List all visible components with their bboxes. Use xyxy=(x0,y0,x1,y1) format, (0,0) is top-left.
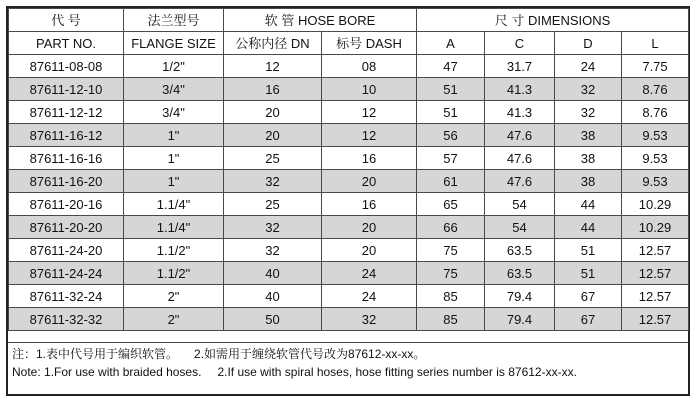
cell-dash: 16 xyxy=(322,193,417,216)
cell-d: 32 xyxy=(555,101,622,124)
header-part-en: PART NO. xyxy=(9,32,124,55)
cell-l: 7.75 xyxy=(622,55,689,78)
notes xyxy=(8,342,688,381)
cell-c: 63.5 xyxy=(485,262,555,285)
cell-dn: 50 xyxy=(224,308,322,331)
cell-d: 44 xyxy=(555,193,622,216)
cell-dash: 12 xyxy=(322,101,417,124)
cell-d: 51 xyxy=(555,262,622,285)
cell-l: 8.76 xyxy=(622,101,689,124)
table-row xyxy=(9,216,689,239)
table-body xyxy=(9,55,689,331)
table-row xyxy=(9,147,689,170)
header-flange-cn: 法兰型号 xyxy=(124,9,224,32)
cell-dn: 32 xyxy=(224,239,322,262)
cell-flange: 1.1/4" xyxy=(124,216,224,239)
table-row xyxy=(9,193,689,216)
cell-l: 12.57 xyxy=(622,262,689,285)
cell-part: 87611-12-12 xyxy=(9,101,124,124)
cell-l: 10.29 xyxy=(622,216,689,239)
cell-l: 9.53 xyxy=(622,170,689,193)
cell-part: 87611-08-08 xyxy=(9,55,124,78)
table-row xyxy=(9,308,689,331)
header-dim-l: L xyxy=(622,32,689,55)
note-cn-2: 2.如需用于缠绕软管代号改为87612-xx-xx。 xyxy=(194,347,426,361)
cell-part: 87611-32-24 xyxy=(9,285,124,308)
cell-a: 85 xyxy=(417,308,485,331)
note-line-cn xyxy=(12,345,682,363)
cell-dash: 20 xyxy=(322,239,417,262)
cell-part: 87611-16-20 xyxy=(9,170,124,193)
cell-a: 56 xyxy=(417,124,485,147)
cell-dn: 40 xyxy=(224,285,322,308)
cell-flange: 1" xyxy=(124,170,224,193)
cell-flange: 2" xyxy=(124,308,224,331)
cell-part: 87611-16-16 xyxy=(9,147,124,170)
cell-a: 75 xyxy=(417,262,485,285)
header-hose-dash: 标号 DASH xyxy=(322,32,417,55)
spec-table-frame xyxy=(6,6,690,396)
cell-c: 41.3 xyxy=(485,78,555,101)
cell-d: 67 xyxy=(555,308,622,331)
cell-part: 87611-12-10 xyxy=(9,78,124,101)
cell-dn: 20 xyxy=(224,101,322,124)
cell-part: 87611-24-20 xyxy=(9,239,124,262)
cell-c: 54 xyxy=(485,193,555,216)
cell-l: 12.57 xyxy=(622,239,689,262)
cell-dn: 32 xyxy=(224,170,322,193)
table-row xyxy=(9,239,689,262)
header-hose-dn: 公称内径 DN xyxy=(224,32,322,55)
cell-dash: 24 xyxy=(322,285,417,308)
cell-l: 12.57 xyxy=(622,285,689,308)
cell-l: 12.57 xyxy=(622,308,689,331)
cell-d: 44 xyxy=(555,216,622,239)
header-flange-en: FLANGE SIZE xyxy=(124,32,224,55)
note-cn-1: 注：1.表中代号用于编织软管。 xyxy=(12,347,179,361)
cell-a: 75 xyxy=(417,239,485,262)
table-row xyxy=(9,124,689,147)
table-row xyxy=(9,55,689,78)
cell-flange: 3/4" xyxy=(124,78,224,101)
spec-table xyxy=(8,8,689,331)
cell-flange: 1/2" xyxy=(124,55,224,78)
header-dim-d: D xyxy=(555,32,622,55)
cell-d: 51 xyxy=(555,239,622,262)
cell-c: 41.3 xyxy=(485,101,555,124)
cell-c: 54 xyxy=(485,216,555,239)
cell-a: 85 xyxy=(417,285,485,308)
cell-part: 87611-20-20 xyxy=(9,216,124,239)
cell-dn: 25 xyxy=(224,147,322,170)
cell-flange: 1.1/2" xyxy=(124,239,224,262)
header-part-cn: 代 号 xyxy=(9,9,124,32)
table-row xyxy=(9,78,689,101)
table-row xyxy=(9,285,689,308)
cell-c: 63.5 xyxy=(485,239,555,262)
cell-d: 38 xyxy=(555,147,622,170)
note-en-2: 2.If use with spiral hoses, hose fitting series number is 87612-xx-xx. xyxy=(217,365,577,379)
cell-l: 10.29 xyxy=(622,193,689,216)
cell-dash: 16 xyxy=(322,147,417,170)
cell-flange: 1" xyxy=(124,147,224,170)
cell-l: 9.53 xyxy=(622,147,689,170)
cell-dn: 20 xyxy=(224,124,322,147)
table-row xyxy=(9,101,689,124)
cell-dash: 20 xyxy=(322,216,417,239)
cell-part: 87611-16-12 xyxy=(9,124,124,147)
cell-dash: 20 xyxy=(322,170,417,193)
cell-dn: 16 xyxy=(224,78,322,101)
cell-dash: 10 xyxy=(322,78,417,101)
cell-dash: 12 xyxy=(322,124,417,147)
cell-part: 87611-32-32 xyxy=(9,308,124,331)
cell-a: 51 xyxy=(417,101,485,124)
cell-dash: 08 xyxy=(322,55,417,78)
cell-d: 32 xyxy=(555,78,622,101)
cell-dash: 32 xyxy=(322,308,417,331)
cell-l: 9.53 xyxy=(622,124,689,147)
header-hose-bore: 软 管 HOSE BORE xyxy=(224,9,417,32)
cell-c: 79.4 xyxy=(485,308,555,331)
cell-flange: 3/4" xyxy=(124,101,224,124)
cell-d: 38 xyxy=(555,170,622,193)
cell-d: 24 xyxy=(555,55,622,78)
cell-dn: 32 xyxy=(224,216,322,239)
cell-d: 38 xyxy=(555,124,622,147)
cell-a: 65 xyxy=(417,193,485,216)
table-row xyxy=(9,262,689,285)
cell-c: 47.6 xyxy=(485,147,555,170)
cell-a: 57 xyxy=(417,147,485,170)
cell-a: 47 xyxy=(417,55,485,78)
cell-a: 66 xyxy=(417,216,485,239)
note-en-1: Note: 1.For use with braided hoses. xyxy=(12,365,202,379)
cell-c: 31.7 xyxy=(485,55,555,78)
cell-dn: 12 xyxy=(224,55,322,78)
cell-dn: 40 xyxy=(224,262,322,285)
cell-flange: 2" xyxy=(124,285,224,308)
cell-flange: 1.1/2" xyxy=(124,262,224,285)
cell-c: 79.4 xyxy=(485,285,555,308)
cell-d: 67 xyxy=(555,285,622,308)
header-dim-c: C xyxy=(485,32,555,55)
cell-flange: 1" xyxy=(124,124,224,147)
cell-flange: 1.1/4" xyxy=(124,193,224,216)
header-dim-a: A xyxy=(417,32,485,55)
note-line-en xyxy=(12,363,682,381)
cell-c: 47.6 xyxy=(485,170,555,193)
cell-dash: 24 xyxy=(322,262,417,285)
cell-part: 87611-20-16 xyxy=(9,193,124,216)
table-row xyxy=(9,170,689,193)
cell-c: 47.6 xyxy=(485,124,555,147)
cell-l: 8.76 xyxy=(622,78,689,101)
header-dimensions: 尺 寸 DIMENSIONS xyxy=(417,9,689,32)
cell-part: 87611-24-24 xyxy=(9,262,124,285)
cell-a: 61 xyxy=(417,170,485,193)
cell-a: 51 xyxy=(417,78,485,101)
cell-dn: 25 xyxy=(224,193,322,216)
